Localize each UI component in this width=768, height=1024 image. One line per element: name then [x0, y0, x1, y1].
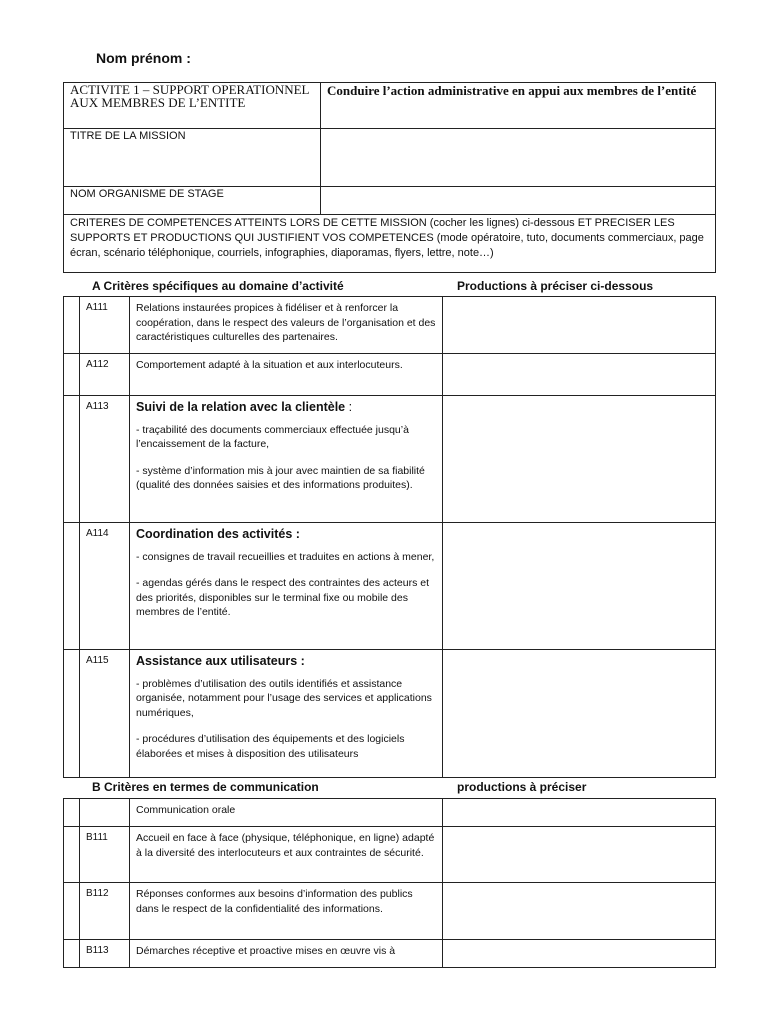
- criteria-description: [130, 354, 443, 396]
- productions-field[interactable]: [443, 827, 716, 883]
- criteria-row: [64, 799, 716, 827]
- criteria-description: [130, 650, 443, 778]
- productions-field[interactable]: [443, 883, 716, 940]
- criteria-description: [130, 396, 443, 523]
- criteria-code: A111: [80, 297, 130, 354]
- criteria-row: [64, 940, 716, 968]
- criteria-text: Communication orale: [136, 804, 236, 816]
- criteria-instructions: CRITERES DE COMPETENCES ATTEINTS LORS DE CETTE MISSION (cocher les lignes) ci-dessous ET PRECISER LES SUPPORTS ET PRODUCTIONS QUI JUSTIFIENT VOS COMPETENCES (mode opératoire, tuto, documents commerciaux, page écran, scénario téléphonique, courriels, infographies, diaporamas, flyers, lettre, note…): [64, 215, 716, 273]
- productions-field[interactable]: [443, 297, 716, 354]
- section-b-productions-label: productions à préciser: [457, 780, 587, 794]
- check-cell[interactable]: [64, 396, 80, 523]
- organism-label: NOM ORGANISME DE STAGE: [64, 187, 321, 215]
- criteria-heading: Assistance aux utilisateurs :: [136, 654, 305, 668]
- criteria-code: B111: [80, 827, 130, 883]
- activity-description: Conduire l’action administrative en appui aux membres de l’entité: [321, 83, 716, 129]
- criteria-description: [130, 799, 443, 827]
- check-cell[interactable]: [64, 297, 80, 354]
- criteria-row: [64, 883, 716, 940]
- productions-field[interactable]: [443, 523, 716, 650]
- check-cell[interactable]: [64, 799, 80, 827]
- mission-title-field[interactable]: [321, 129, 716, 187]
- criteria-text: Comportement adapté à la situation et aux interlocuteurs.: [136, 359, 403, 371]
- criteria-row: [64, 523, 716, 650]
- productions-field[interactable]: [443, 354, 716, 396]
- section-a-title: A Critères spécifiques au domaine d’activité: [92, 279, 344, 293]
- organism-field[interactable]: [321, 187, 716, 215]
- productions-field[interactable]: [443, 396, 716, 523]
- criteria-description: [130, 940, 443, 968]
- section-a-table: [63, 296, 716, 778]
- criteria-row: [64, 650, 716, 778]
- productions-field[interactable]: [443, 799, 716, 827]
- activity-header-table: [63, 82, 716, 273]
- criteria-heading: Suivi de la relation avec la clientèle: [136, 400, 346, 414]
- criteria-text: - problèmes d’utilisation des outils identifiés et assistance organisée, notamment pour l’usage des services et applications numériques,: [136, 677, 432, 719]
- criteria-text: Démarches réceptive et proactive mises en œuvre vis à: [136, 945, 396, 957]
- criteria-text: - traçabilité des documents commerciaux effectuée jusqu’à l’encaissement de la facture,: [136, 423, 409, 450]
- activity-title: ACTIVITE 1 – SUPPORT OPERATIONNEL AUX MEMBRES DE L’ENTITE: [64, 83, 321, 129]
- name-label: Nom prénom :: [96, 50, 191, 66]
- criteria-code: A112: [80, 354, 130, 396]
- criteria-text: - agendas gérés dans le respect des contraintes des acteurs et des priorités, disponibles sur le terminal fixe ou mobile des membres de l’entité.: [136, 577, 430, 618]
- check-cell[interactable]: [64, 827, 80, 883]
- criteria-description: [130, 297, 443, 354]
- criteria-description: [130, 523, 443, 650]
- criteria-row: [64, 827, 716, 883]
- criteria-text: Relations instaurées propices à fidéliser et à renforcer la coopération, dans le respect des valeurs de l’organisation et des caractéristiques culturelles des partenaires.: [136, 302, 436, 343]
- mission-title-label: TITRE DE LA MISSION: [64, 129, 321, 187]
- criteria-code: B113: [80, 940, 130, 968]
- section-b-title: B Critères en termes de communication: [92, 780, 319, 794]
- criteria-code: B112: [80, 883, 130, 940]
- criteria-code: A115: [80, 650, 130, 778]
- criteria-text: Accueil en face à face (physique, téléphonique, en ligne) adapté à la diversité des interlocuteurs et aux contraintes de sécurité.: [136, 832, 435, 859]
- criteria-heading: Coordination des activités :: [136, 527, 300, 541]
- criteria-code: A113: [80, 396, 130, 523]
- check-cell[interactable]: [64, 883, 80, 940]
- criteria-code: A114: [80, 523, 130, 650]
- criteria-row: [64, 396, 716, 523]
- criteria-text: - consignes de travail recueillies et traduites en actions à mener,: [136, 550, 435, 563]
- criteria-code: [80, 799, 130, 827]
- criteria-row: [64, 297, 716, 354]
- criteria-description: [130, 883, 443, 940]
- criteria-text: - procédures d’utilisation des équipements et des logiciels élaborées et mises à disposition des utilisateurs: [136, 733, 405, 760]
- criteria-text: Réponses conformes aux besoins d’information des publics dans le respect de la confidentialité des informations.: [136, 888, 413, 915]
- section-b-table: [63, 798, 716, 968]
- check-cell[interactable]: [64, 650, 80, 778]
- section-a-productions-label: Productions à préciser ci-dessous: [457, 279, 654, 293]
- criteria-heading-suffix: :: [345, 400, 353, 414]
- productions-field[interactable]: [443, 650, 716, 778]
- criteria-description: [130, 827, 443, 883]
- check-cell[interactable]: [64, 523, 80, 650]
- criteria-text: - système d’information mis à jour avec maintien de sa fiabilité (qualité des données saisies et des informations produites).: [136, 464, 425, 491]
- check-cell[interactable]: [64, 354, 80, 396]
- productions-field[interactable]: [443, 940, 716, 968]
- criteria-row: [64, 354, 716, 396]
- check-cell[interactable]: [64, 940, 80, 968]
